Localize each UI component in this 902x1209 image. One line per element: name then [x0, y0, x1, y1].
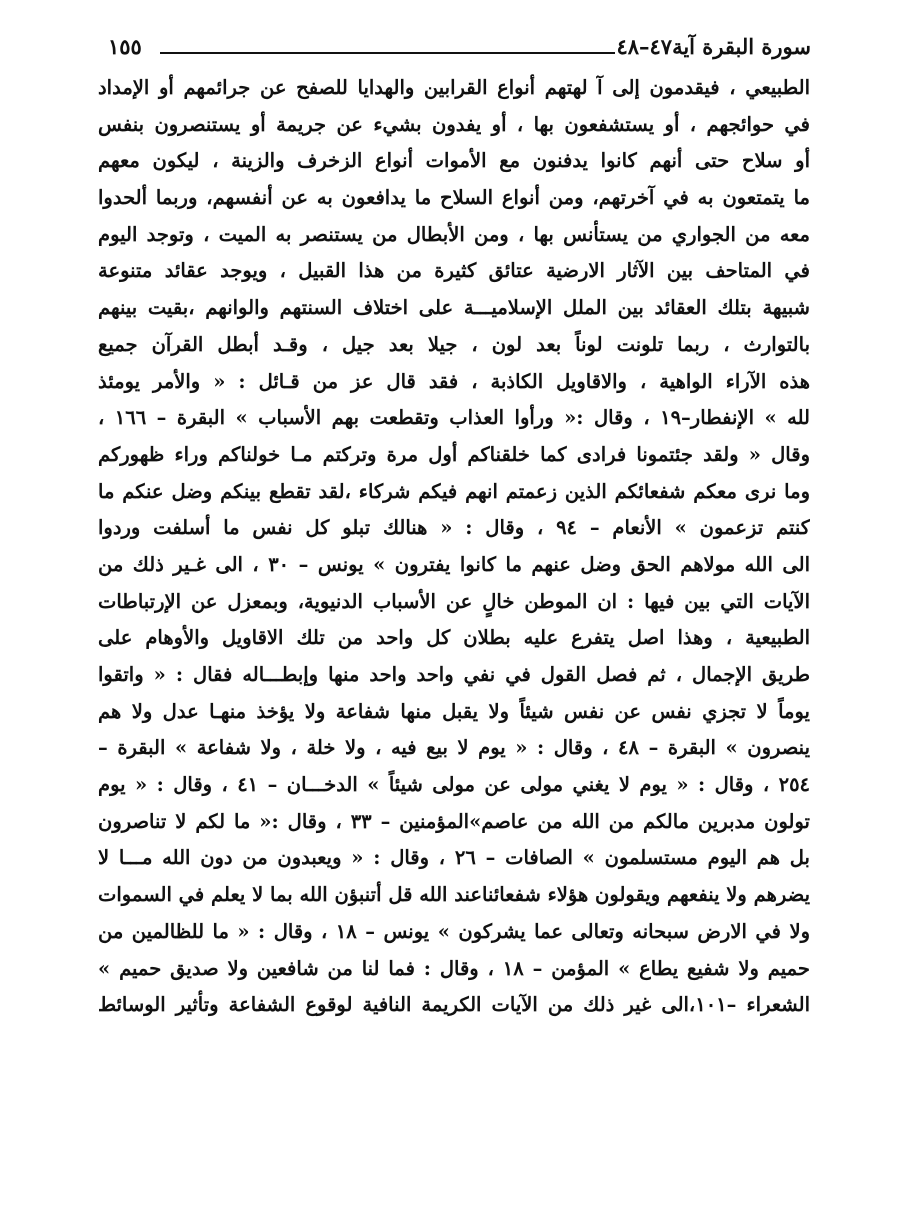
- text-line: حميم ولا شفيع يطاع » المؤمن – ١٨ ، وقال : فما لنا من شافعين ولا صديق حميم »: [98, 956, 810, 980]
- text-line: لله » الإنفطار–١٩ ، وقال :« ورأوا العذاب وتقطعت بهم الأسباب » البقرة – ١٦٦ ،: [98, 406, 810, 430]
- text-line: ما يتمتعون به في آخرتهم، ومن أنواع السلاح ما يدافعون به عن أنفسهم، وربما ألحدوا: [98, 186, 810, 210]
- text-line: طريق الإجمال ، ثم فصل القول في نفي واحد واحد منها وإبطـــاله فقال : « واتقوا: [98, 663, 810, 686]
- text-line: شبيهة بتلك العقائد بين الملل الإسلاميـــة على اختلاف السنتهم والوانهم ،بقيت بينهم: [98, 296, 810, 320]
- text-line: ٢٥٤ ، وقال : « يوم لا يغني مولى عن مولى شيئاً » الدخـــان – ٤١ ، وقال : « يوم: [98, 773, 810, 797]
- text-line: معه من الجواري من يستأنس بها ، ومن الأبطال من يستنصر به الميت ، وتوجد اليوم: [98, 222, 810, 246]
- page-number: ١٥٥: [108, 34, 142, 59]
- text-line: في المتاحف بين الآثار الارضية عتائق كثيرة من هذا القبيل ، ويوجد عقائد متنوعة: [98, 259, 810, 283]
- text-line: الآيات التي بين فيها : ان الموطن خالٍ عن الأسباب الدنيوية، وبمعزل عن الإرتباطات: [98, 589, 810, 613]
- text-line: أو سلاح حتى أنهم كانوا يدفنون مع الأموات أنواع الزخرف والزينة ، ليكون معهم: [98, 149, 810, 173]
- text-line: تولون مدبرين مالكم من الله من عاصم»المؤمنين – ٣٣ ، وقال :« ما لكم لا تناصرون: [98, 809, 810, 833]
- text-line: وما نرى معكم شفعائكم الذين زعمتم انهم فيكم شركاء ،لقد تقطع بينكم وضل عنكم ما: [98, 479, 810, 503]
- text-line: يوماً لا تجزي نفس عن نفس شيئاً ولا يقبل منها شفاعة ولا يؤخذ منهـا عدل ولا هم: [98, 699, 810, 723]
- text-line: ولا في الارض سبحانه وتعالى عما يشركون » يونس – ١٨ ، وقال : « ما للظالمين من: [98, 919, 810, 943]
- text-line: الى الله مولاهم الحق وضل عنهم ما كانوا يفترون » يونس – ٣٠ ، الى غـير ذلك من: [98, 552, 810, 576]
- text-line: كنتم تزعمون » الأنعام – ٩٤ ، وقال : « هنالك تبلو كل نفس ما أسلفت وردوا: [98, 516, 810, 540]
- text-line: هذه الآراء الواهية ، والاقاويل الكاذبة ، فقد قال عز من قـائل : « والأمر يومئذ: [98, 369, 810, 393]
- header-rule: [160, 52, 615, 54]
- text-line: في حوائجهم ، أو يستشفعون بها ، أو يفدون بشيء عن جريمة أو يستنصرون بنفس: [98, 112, 810, 136]
- text-line: الشعراء –١٠١،الى غير ذلك من الآيات الكريمة النافية لوقوع الشفاعة وتأثير الوسائط: [98, 993, 810, 1017]
- text-line: يضرهم ولا ينفعهم ويقولون هؤلاء شفعائناعند الله قل أتنبؤن الله بما لا يعلم في السموات: [98, 883, 810, 907]
- surah-title: سورة البقرة آية٤٧–٤٨: [616, 34, 811, 59]
- running-header: [108, 28, 811, 68]
- text-line: الطبيعية ، وهذا اصل يتفرع عليه بطلان كل واحد من تلك الاقاويل والأوهام على: [98, 626, 810, 650]
- text-line: الطبيعي ، فيقدمون إلى آ لهتهم أنواع القرابين والهدايا للصفح عن جرائمهم أو الإمداد: [98, 76, 810, 99]
- text-line: وقال « ولقد جئتمونا فرادى كما خلقناكم أول مرة وتركتم مـا خولناكم وراء ظهوركم: [98, 442, 810, 466]
- body-text: [98, 70, 810, 1024]
- text-line: بل هم اليوم مستسلمون » الصافات – ٢٦ ، وقال : « ويعبدون من دون الله مـــا لا: [98, 846, 810, 870]
- text-line: ينصرون » البقرة – ٤٨ ، وقال : « يوم لا بيع فيه ، ولا خلة ، ولا شفاعة » البقرة –: [98, 736, 810, 760]
- text-line: بالتوارث ، ربما تلونت لوناً بعد لون ، جيلا بعد جيل ، وقـد أبطل القرآن جميع: [98, 332, 810, 356]
